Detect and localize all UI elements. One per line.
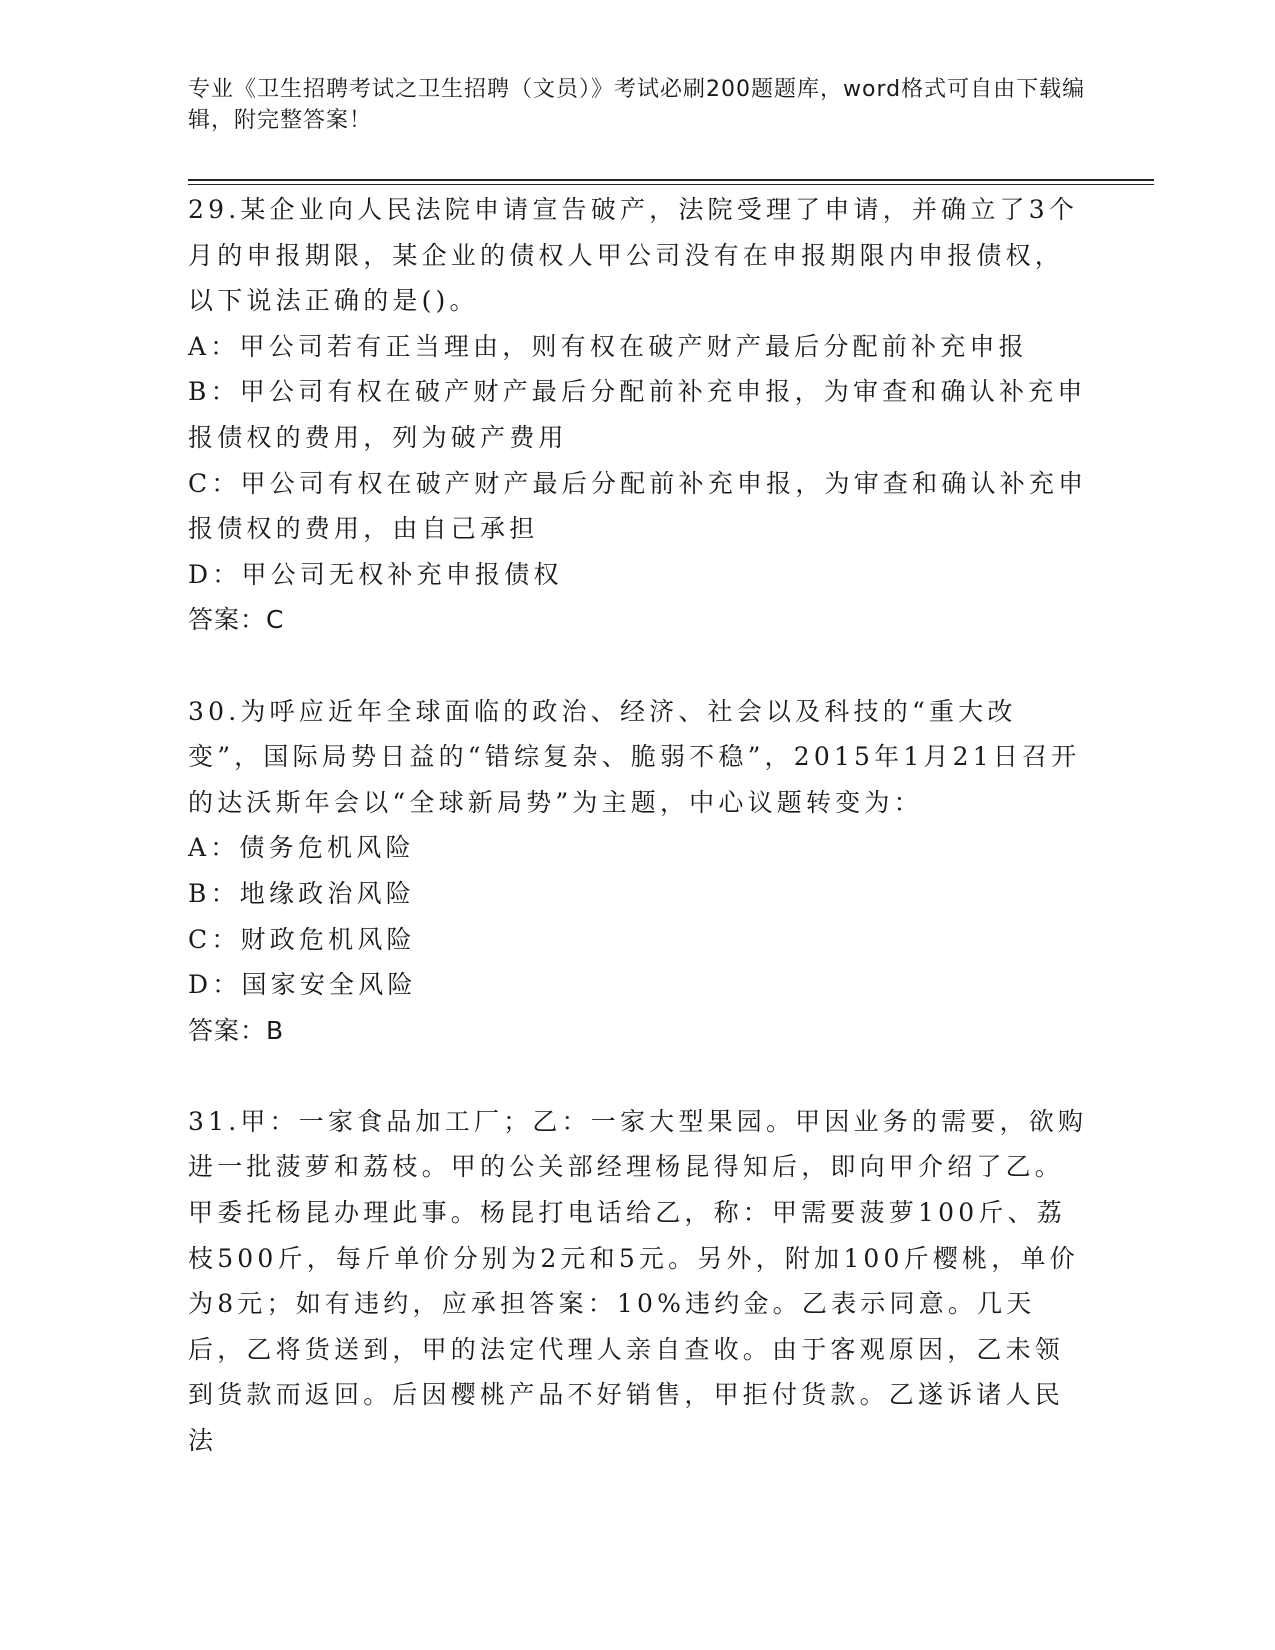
question-stem: 29.某企业向人民法院申请宣告破产，法院受理了申请，并确立了3个月的申报期限，某企业的债权人甲公司没有在申报期限内申报债权，以下说法正确的是()。 xyxy=(188,195,1079,316)
option-b: B：甲公司有权在破产财产最后分配前补充申报，为审查和确认补充申报债权的费用，列为破产费用 xyxy=(188,377,1087,452)
answer: 答案：C xyxy=(188,605,285,635)
document-header: 专业《卫生招聘考试之卫生招聘（文员）》考试必刷200题题库，word格式可自由下载编辑，附完整答案！ xyxy=(188,77,1086,133)
option-a: A：债务危机风险 xyxy=(188,833,415,863)
question-31 xyxy=(188,1099,1088,1464)
question-30 xyxy=(188,689,1088,1054)
question-stem: 31.甲：一家食品加工厂；乙：一家大型果园。甲因业务的需要，欲购进一批菠萝和荔枝。甲的公关部经理杨昆得知后，即向甲介绍了乙。甲委托杨昆办理此事。杨昆打电话给乙，称：甲需要菠萝100斤、荔枝500斤，每斤单价分别为2元和5元。另外，附加100斤樱桃，单价为8元；如有违约，应承担答案：10%违约金。乙表示同意。几天后，乙将货送到，甲的法定代理人亲自查收。由于客观原因，乙未领到货款而返回。后因樱桃产品不好销售，甲拒付货款。乙遂诉诸人民法 xyxy=(188,1106,1088,1456)
header-divider-thin xyxy=(188,184,1154,185)
option-d: D：国家安全风险 xyxy=(188,970,417,1000)
header-divider-thick xyxy=(188,179,1154,181)
document-body xyxy=(188,187,1088,1464)
question-stem: 30.为呼应近年全球面临的政治、经济、社会以及科技的“重大改变”，国际局势日益的“错综复杂、脆弱不稳”，2015年1月21日召开的达沃斯年会以“全球新局势”为主题，中心议题转变为： xyxy=(188,696,1081,817)
option-b: B：地缘政治风险 xyxy=(188,878,415,908)
answer: 答案：B xyxy=(188,1015,285,1045)
question-spacer xyxy=(188,1053,1088,1099)
question-29 xyxy=(188,187,1088,643)
option-a: A：甲公司若有正当理由，则有权在破产财产最后分配前补充申报 xyxy=(188,331,1028,361)
option-c: C：甲公司有权在破产财产最后分配前补充申报，为审查和确认补充申报债权的费用，由自己承担 xyxy=(188,468,1088,544)
option-d: D：甲公司无权补充申报债权 xyxy=(188,559,563,589)
option-c: C：财政危机风险 xyxy=(188,924,416,954)
question-spacer xyxy=(188,643,1088,689)
